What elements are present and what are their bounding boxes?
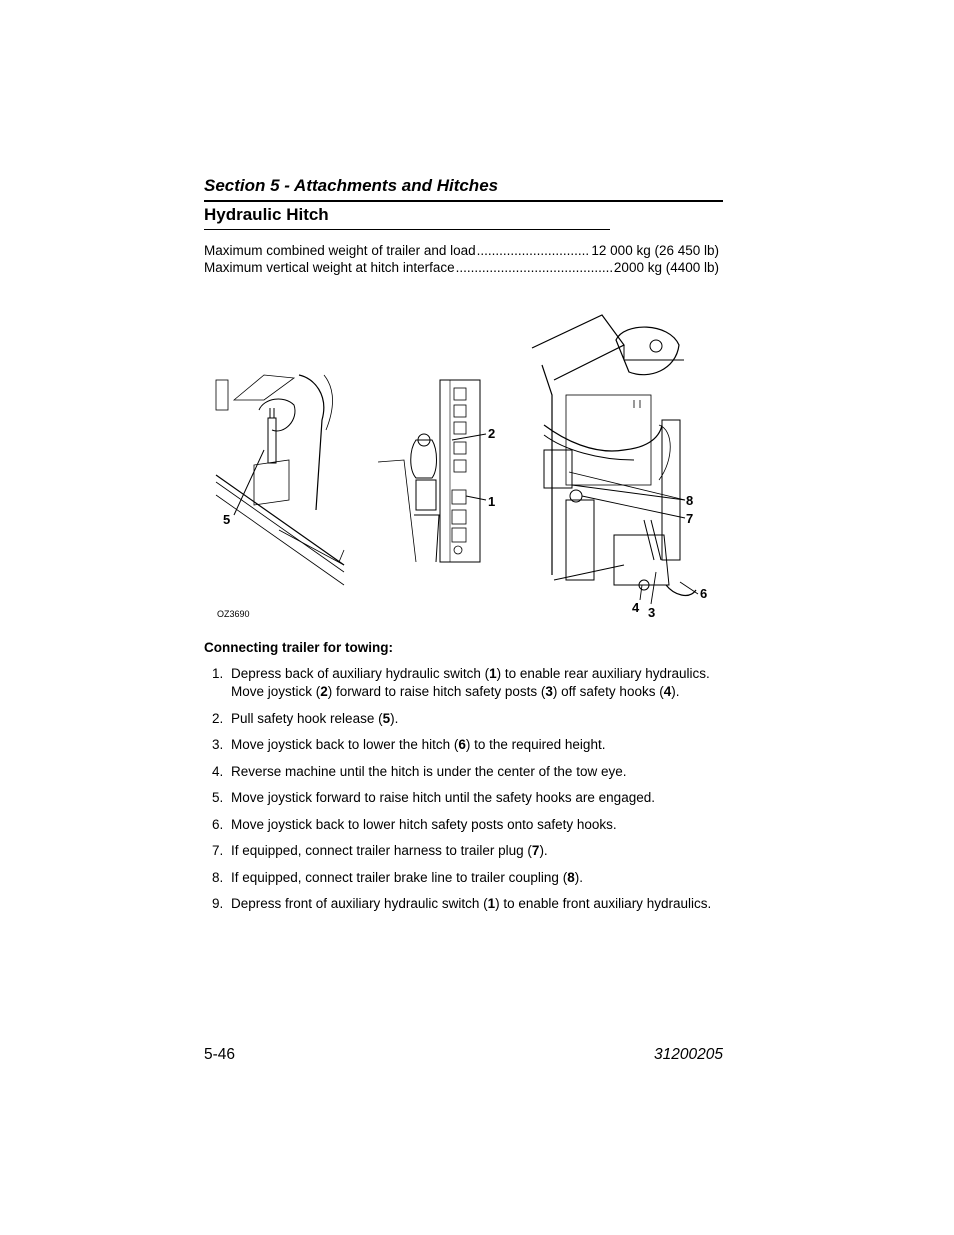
procedure-step: 8. If equipped, connect trailer brake line to trailer coupling (8).: [212, 869, 583, 885]
document-number: 31200205: [654, 1046, 723, 1063]
procedure-step: 9. Depress front of auxiliary hydraulic switch (1) to enable front auxiliary hydraulics.: [212, 896, 712, 911]
subsection-title: Hydraulic Hitch: [204, 205, 329, 224]
procedure-step: 2. Pull safety hook release (5).: [212, 710, 399, 726]
spec-leader-dots: [456, 260, 613, 275]
hitch-illustration: [204, 300, 724, 630]
subsection-rule: [204, 229, 610, 230]
figure-code: OZ3690: [217, 609, 250, 619]
callout-2: 2: [488, 426, 496, 441]
procedure-step: 6. Move joystick back to lower hitch safety posts onto safety hooks.: [212, 816, 617, 832]
procedure-step: 3. Move joystick back to lower the hitch (6) to the required height.: [212, 737, 606, 752]
callout-7: 7: [686, 511, 694, 526]
spec-label: Maximum vertical weight at hitch interface: [204, 260, 455, 275]
procedure-step: 1. Depress back of auxiliary hydraulic switch (1) to enable rear auxiliary hydraulics. Move joystick (2) forward to raise hitch safety posts (3) off safety hooks (4).: [212, 666, 710, 699]
callout-1: 1: [488, 494, 496, 509]
callout-4: 4: [632, 600, 640, 615]
safety-hook-release-drawing: [216, 375, 344, 585]
section-title: Section 5 - Attachments and Hitches: [204, 176, 499, 195]
procedure-heading: Connecting trailer for towing:: [204, 640, 393, 655]
spec-row: [204, 260, 719, 275]
spec-value: 12 000 kg (26 450 lb): [591, 243, 719, 258]
callout-8: 8: [686, 493, 694, 508]
procedure-step: 5. Move joystick forward to raise hitch until the safety hooks are engaged.: [212, 790, 655, 805]
section-rule: [204, 200, 723, 202]
page-number: 5-46: [204, 1046, 236, 1063]
procedure-steps: [204, 665, 724, 922]
joystick-console-drawing: [378, 380, 480, 562]
callout-leaders: [452, 434, 698, 604]
spec-row: [204, 243, 719, 258]
procedure-step: 7. If equipped, connect trailer harness to trailer plug (7).: [212, 843, 548, 858]
callout-3: 3: [648, 605, 656, 620]
callout-6: 6: [700, 586, 708, 601]
rear-hitch-drawing: [532, 315, 696, 595]
procedure-step: 4. Reverse machine until the hitch is under the center of the tow eye.: [212, 763, 627, 779]
spec-value: 2000 kg (4400 lb): [613, 260, 719, 275]
spec-leader-dots: [477, 243, 591, 258]
spec-label: Maximum combined weight of trailer and load: [204, 243, 476, 258]
callout-5: 5: [223, 512, 231, 527]
